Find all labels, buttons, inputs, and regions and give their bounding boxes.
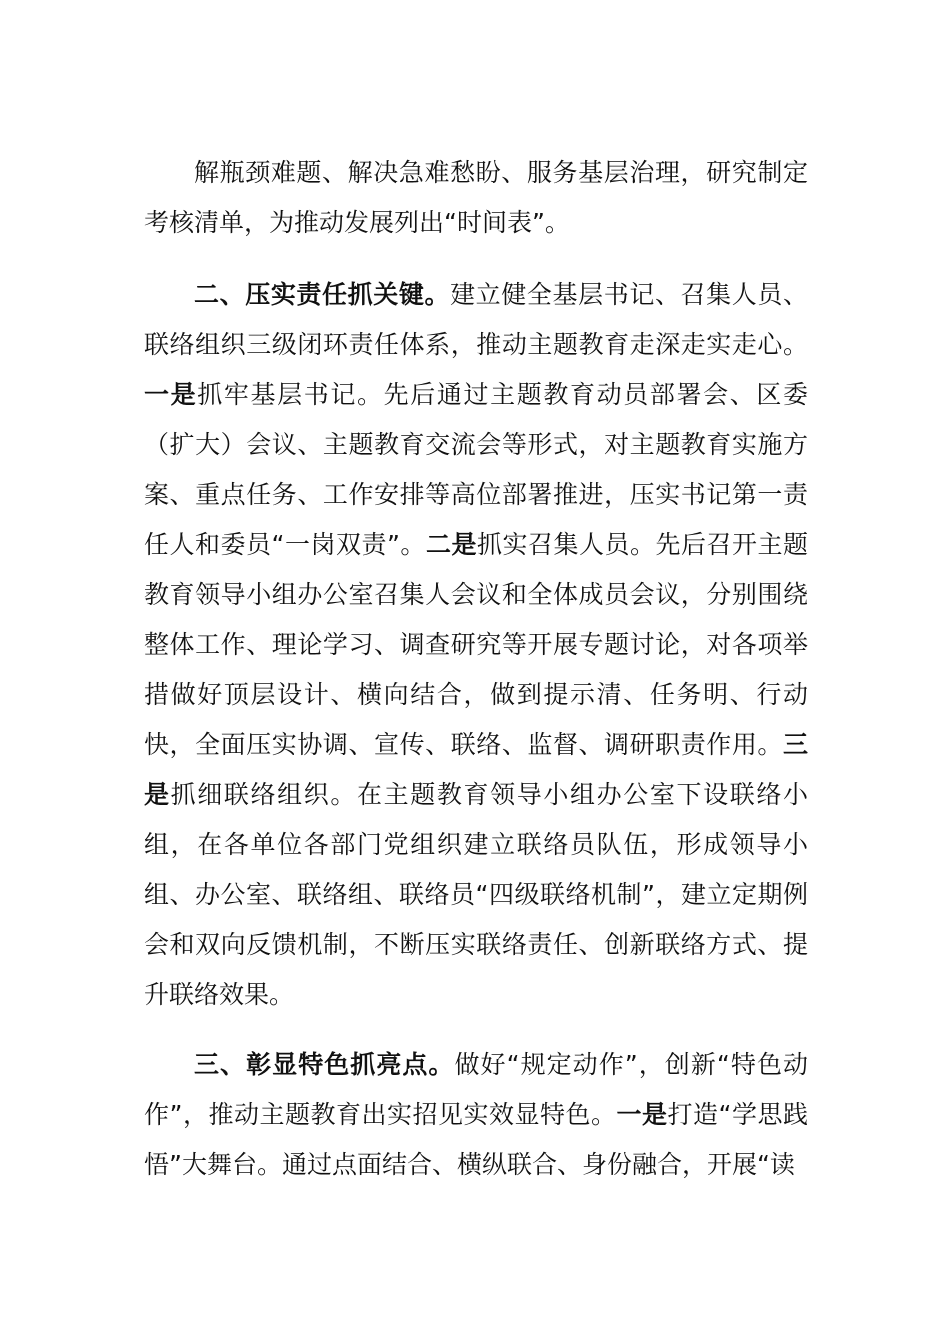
- item-three-label: 三是: [144, 730, 808, 809]
- paragraph-continuation: [144, 148, 808, 248]
- paragraph-1: [144, 148, 808, 248]
- section-three-intro: 做好“规定动作”，创新“特色动作”，推动主题教育出实招见实效显特色。: [144, 1050, 808, 1129]
- section-two: [144, 270, 808, 1020]
- section-two-intro: 建立健全基层书记、召集人员、联络组织三级闭环责任体系，推动主题教育走深走实走心。: [144, 280, 808, 359]
- item-two-label: 二是: [425, 530, 477, 559]
- paragraph-2: [144, 270, 808, 1020]
- section-two-heading: 二、压实责任抓关键。: [194, 280, 451, 309]
- item-one-label: 一是: [144, 380, 198, 409]
- section-three-heading: 三、彰显特色抓亮点。: [194, 1050, 455, 1079]
- item-three-text: 抓细联络组织。在主题教育领导小组办公室下设联络小组，在各单位各部门党组织建立联络员队伍，形成领导小组、办公室、联络组、联络员“四级联络机制”，建立定期例会和双向反馈机制，不断压实联络责任、创新联络方式、提升联络效果。: [144, 780, 808, 1009]
- item-two-text: 抓实召集人员。先后召开主题教育领导小组办公室召集人会议和全体成员会议，分别围绕整体工作、理论学习、调查研究等开展专题讨论，对各项举措做好顶层设计、横向结合，做到提示清、任务明、行动快，全面压实协调、宣传、联络、监督、调研职责作用。: [144, 530, 808, 759]
- paragraph-1-text: 解瓶颈难题、解决急难愁盼、服务基层治理，研究制定考核清单，为推动发展列出“时间表”。: [144, 158, 808, 237]
- section-three: [144, 1040, 808, 1190]
- paragraph-3: [144, 1040, 808, 1190]
- section-three-item-one-label: 一是: [616, 1100, 668, 1129]
- section-three-item-one-text: 打造“学思践悟”大舞台。通过点面结合、横纵联合、身份融合，开展“读: [144, 1100, 808, 1179]
- item-one-text: 抓牢基层书记。先后通过主题教育动员部署会、区委（扩大）会议、主题教育交流会等形式，对主题教育实施方案、重点任务、工作安排等高位部署推进，压实书记第一责任人和委员“一岗双责”。: [144, 380, 808, 559]
